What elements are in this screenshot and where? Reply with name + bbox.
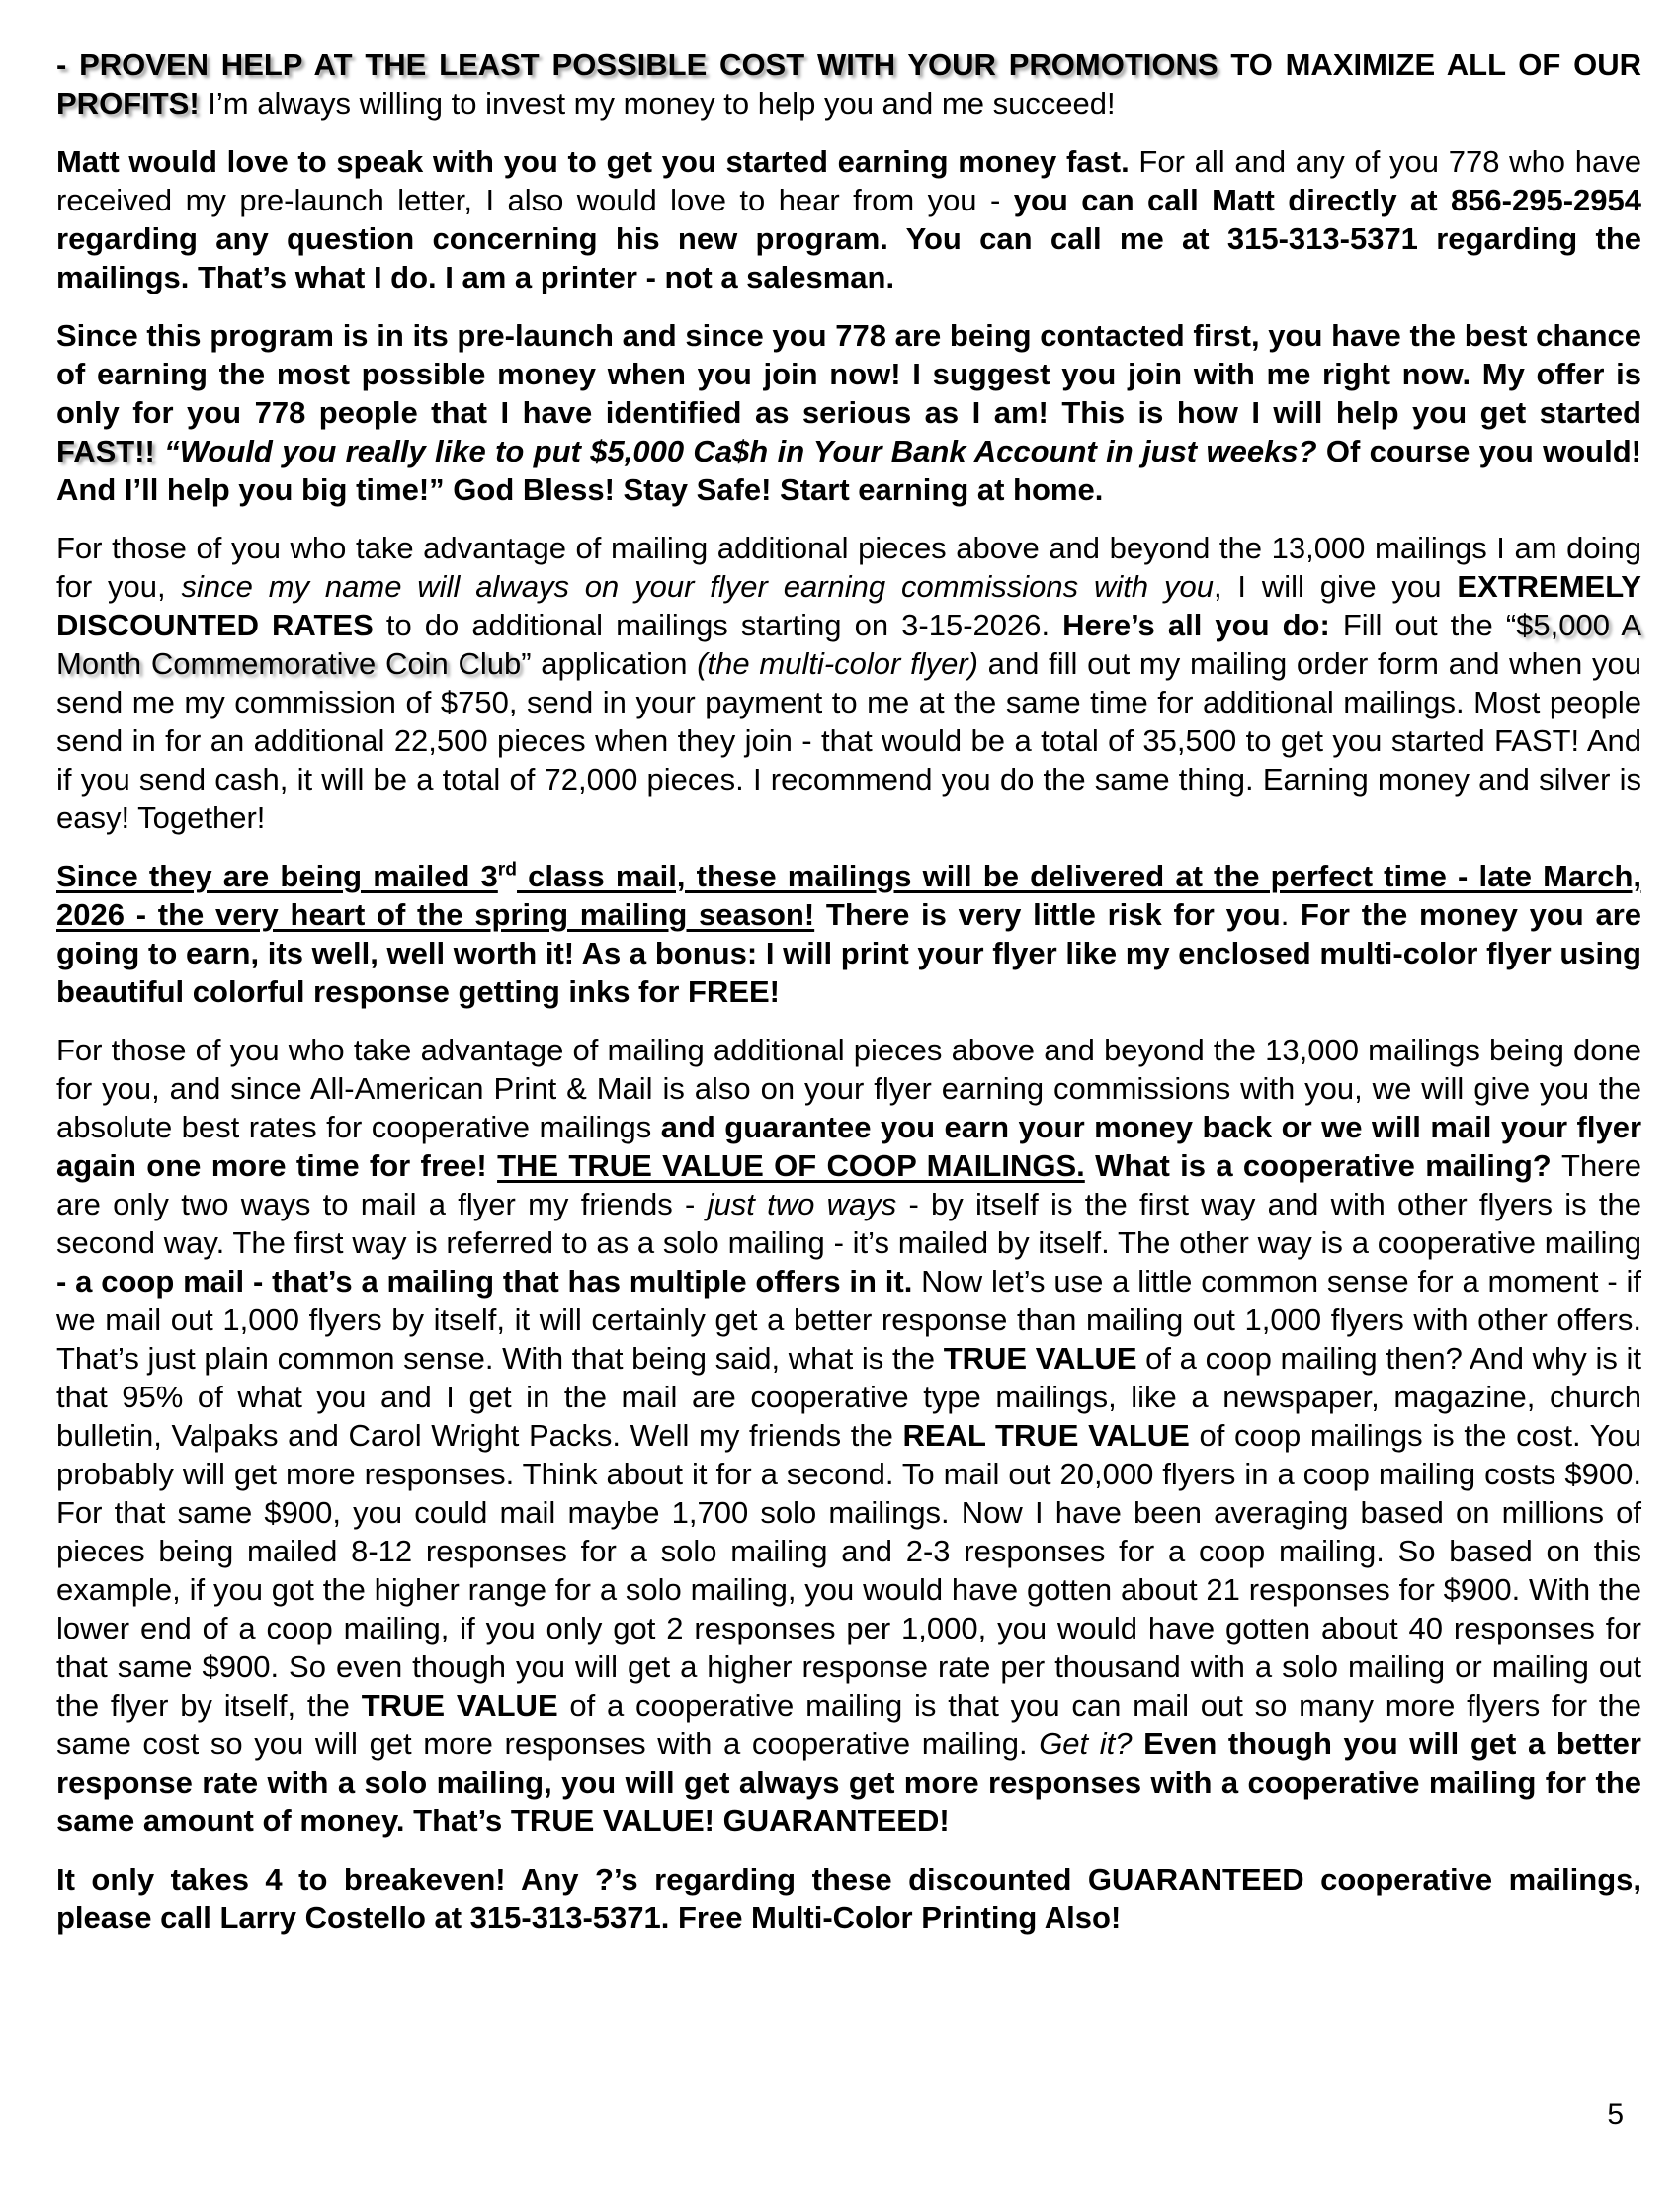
text-run: - a coop mail - that’s a mailing that has multiple offers in it. <box>56 1264 922 1299</box>
text-run: For the money you are going to earn, its well, well worth it! As a bonus: I will print your flyer like my enclosed multi-color flyer using beautiful colorful response getting inks for FREE! <box>56 897 1641 1009</box>
text-run: Here’s all you do: <box>1062 608 1330 642</box>
text-run: THE TRUE VALUE OF COOP MAILINGS. <box>497 1148 1085 1183</box>
text-run: to do additional mailings starting on 3-15-2026. <box>373 608 1063 642</box>
text-run: , I will give you <box>1213 569 1458 604</box>
letter-body <box>56 45 1641 1957</box>
text-run: Since they are being mailed 3 <box>56 859 498 893</box>
discounted-rates-paragraph <box>56 529 1641 837</box>
text-run: TRUE VALUE <box>361 1688 558 1723</box>
breakeven-paragraph <box>56 1860 1641 1937</box>
text-run: - by itself is the first way and with other flyers is the second way. The first way is referred to as a solo mailing - it’s mailed by itself. The other way is a cooperative mailing <box>56 1187 1641 1260</box>
intro-heading-paragraph <box>56 45 1641 123</box>
page-number: 5 <box>1607 2098 1624 2131</box>
text-run: rd <box>497 859 518 881</box>
text-run: $5,000 A Month Commemorative Coin Club <box>56 608 1641 681</box>
text-run: of a cooperative mailing is that you can mail out so many more flyers for the same cost so you will get more responses with a cooperative mailing. <box>56 1688 1641 1761</box>
text-run: Since this program is in its pre-launch and since you 778 are being contacted first, you have the best chance of earning the most possible money when you join now! I suggest you join with me right now. My offer is only for you 778 people that I have identified as serious as I am! This is how I will help you get started <box>56 318 1641 430</box>
text-run: It only takes 4 to breakeven! Any ?’s regarding these discounted GUARANTEED cooperative mailings, please call Larry Costello at 315-313-5371. Free Multi-Color Printing Also! <box>56 1862 1641 1935</box>
pre-launch-paragraph <box>56 316 1641 509</box>
text-run: What is a cooperative mailing? <box>1095 1148 1562 1183</box>
text-run: class mail, these mailings will be delivered at the perfect time - late March, 2026 - the very heart of the spring mailing season! <box>56 859 1641 932</box>
text-run: and guarantee you earn your money back or we will mail your flyer again one more time for free! <box>56 1110 1642 1183</box>
text-run: “Would you really like to put $5,000 Ca$h in Your Bank Account in just weeks? <box>154 434 1326 468</box>
text-run: For all and any of you 778 who have received my pre-launch letter, I also would love to hear from you - <box>56 144 1641 217</box>
text-run: For those of you who take advantage of mailing additional pieces above and beyond the 13,000 mailings being done for you, and since All-American Print & Mail is also on your flyer earning commissions with you, we will give you the absolute best rates for cooperative mailings <box>56 1033 1641 1144</box>
text-run: Of course you would! And I’ll help you big time!” God Bless! Stay Safe! Start earning at home. <box>56 434 1641 507</box>
text-run: of coop mailings is the cost. You probably will get more responses. Think about it for a second. To mail out 20,000 flyers in a coop mailing costs $900. For that same $900, you could mail maybe 1,700 solo mailings. Now I have been averaging based on millions of pieces being mailed 8-12 responses for a solo mailing and 2-3 responses for a coop mailing. So based on this example, if you got the higher range for a solo mailing, you would have gotten about 21 responses for $900. With the lower end of a coop mailing, if you only got 2 responses per 1,000, you would have gotten about 40 responses for that same $900. So even though you will get a higher response rate per thousand with a solo mailing or mailing out the flyer by itself, the <box>56 1418 1641 1723</box>
text-run <box>1133 1726 1144 1761</box>
text-run: Fill out the “ <box>1329 608 1517 642</box>
text-run: There is very little risk for you <box>814 897 1281 932</box>
contact-matt-paragraph <box>56 142 1641 296</box>
text-run <box>1085 1148 1095 1183</box>
coop-value-paragraph <box>56 1031 1641 1840</box>
text-run: TO MAXIMIZE ALL OF OUR <box>1218 47 1641 82</box>
text-run: (the multi-color flyer) <box>697 646 978 681</box>
text-run: Get it? <box>1039 1726 1133 1761</box>
text-run: and fill out my mailing order form and when you send me my commission of $750, send in your payment to me at the same time for additional mailings. Most people send in for an additional 22,500 pieces when they join - that would be a total of 35,500 to get you started FAST! And if you send cash, it will be a total of 72,000 pieces. I recommend you do the same thing. Earning money and silver is easy! Together! <box>56 646 1641 835</box>
text-run: you can call Matt directly at 856-295-2954 regarding any question concerning his new program. You can call me at 315-313-5371 regarding the mailings. That’s what I do. I am a printer - not a salesman. <box>56 183 1642 294</box>
text-run: There are only two ways to mail a flyer my friends - <box>56 1148 1641 1221</box>
text-run: I’m always willing to invest my money to help you and me succeed! <box>199 86 1116 121</box>
text-run: since my name will always on your flyer earning commissions with you <box>181 569 1214 604</box>
text-run: For those of you who take advantage of mailing additional pieces above and beyond the 13,000 mailings I am doing for you, <box>56 531 1641 604</box>
text-run: Now let’s use a little common sense for a moment - if we mail out 1,000 flyers by itself, it will certainly get a better response than mailing out 1,000 flyers with other offers. That’s just plain common sense. With that being said, what is the <box>56 1264 1641 1376</box>
text-run: FAST!! <box>56 434 155 468</box>
text-run: just two ways <box>707 1187 897 1221</box>
text-run: - PROVEN HELP AT THE LEAST POSSIBLE COST WITH YOUR PROMOTIONS <box>56 47 1218 82</box>
text-run: . <box>1280 897 1302 932</box>
text-run: PROFITS! <box>56 86 200 121</box>
text-run: ” application <box>521 646 698 681</box>
text-run: Matt would love to speak with you to get you started earning money fast. <box>56 144 1139 179</box>
text-run: Even though you will get a better response rate with a solo mailing, you will get always get more responses with a cooperative mailing for the same amount of money. That’s TRUE VALUE! GUARANTEED! <box>56 1726 1641 1838</box>
text-run: of a coop mailing then? And why is it that 95% of what you and I get in the mail are cooperative type mailings, like a newspaper, magazine, church bulletin, Valpaks and Carol Wright Packs. Well my friends the <box>56 1341 1642 1453</box>
text-run: TRUE VALUE <box>943 1341 1137 1376</box>
third-class-mail-paragraph <box>56 857 1641 1011</box>
text-run: REAL TRUE VALUE <box>902 1418 1190 1453</box>
text-run: EXTREMELY DISCOUNTED RATES <box>56 569 1641 642</box>
